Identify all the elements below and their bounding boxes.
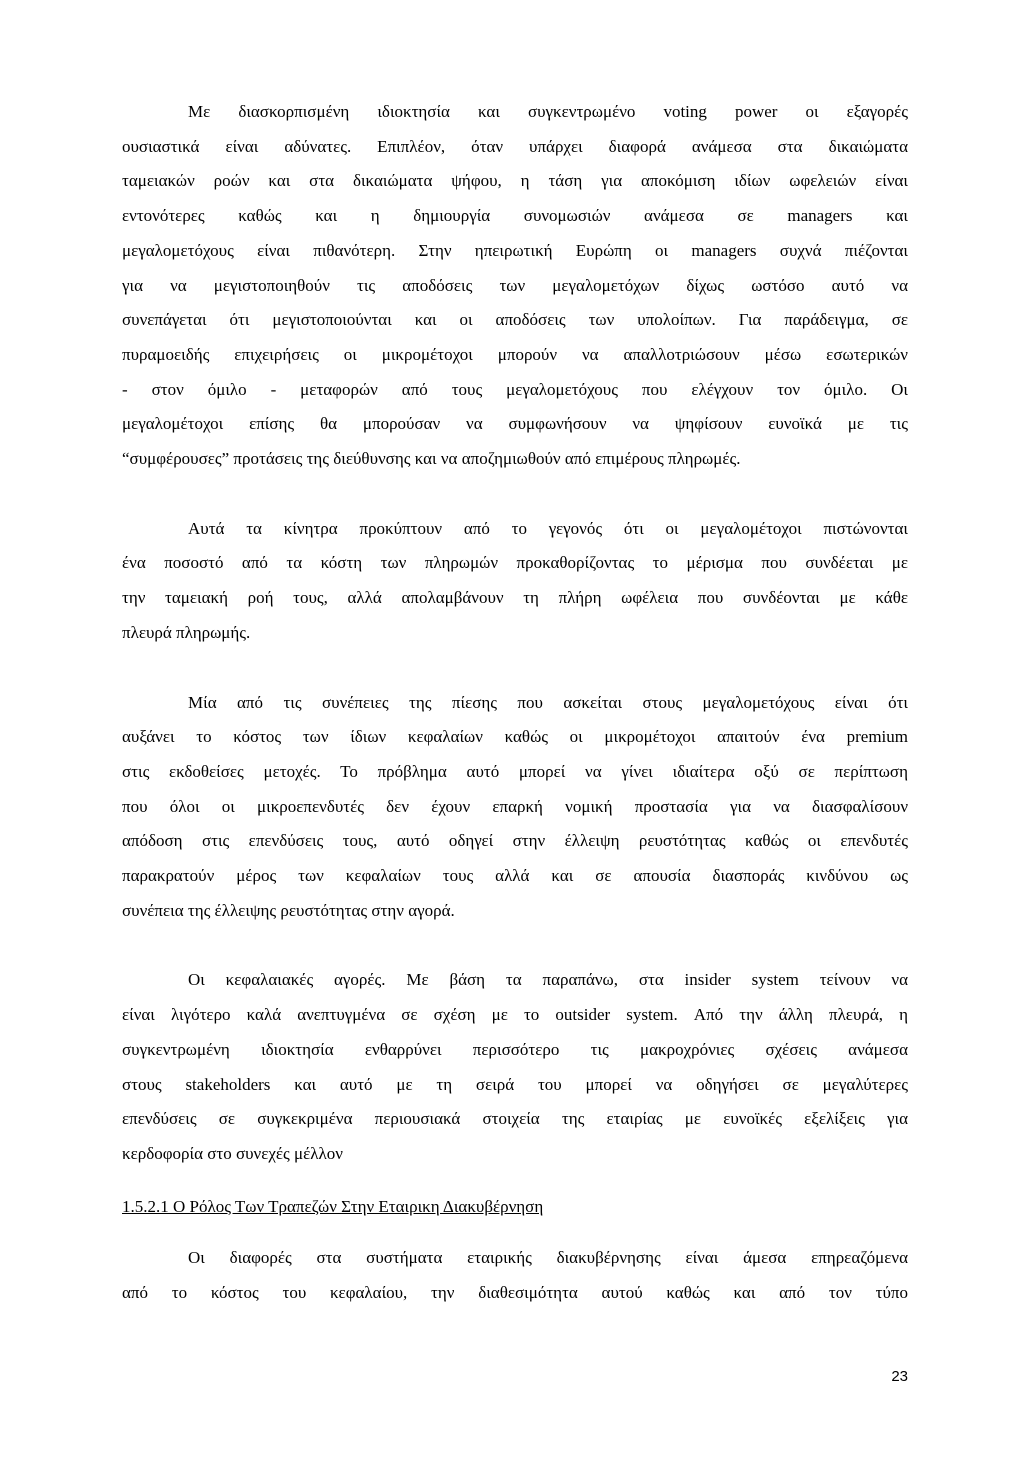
text-line: μεγαλομετόχους είναι πιθανότερη. Στην ηπειρωτική Ευρώπη οι managers συχνά πιέζονται [122,240,908,260]
text-line: Με διασκορπισμένη ιδιοκτησία και συγκεντρωμένο voting power οι εξαγορές [188,102,908,121]
text-line: Οι διαφορές στα συστήματα εταιρικής διακυβέρνησης είναι άμεσα επηρεαζόμενα [188,1248,908,1268]
text-line: κερδοφορία στο συνεχές μέλλον [122,1143,343,1163]
text-line: “συμφέρουσες” προτάσεις της διεύθυνσης και να αποζημιωθούν από επιμέρους πληρωμές. [122,449,741,469]
text-line: - στον όμιλο - μεταφορών από τους μεγαλομετόχους που ελέγχουν τον όμιλο. Οι [122,379,908,399]
text-line: στις εκδοθείσες μετοχές. Το πρόβλημα αυτό μπορεί να γίνει ιδιαίτερα οξύ σε περίπτωση [122,761,908,781]
paragraph-spacer [122,651,908,686]
text-line: πυραμοειδής επιχειρήσεις οι μικρομέτοχοι μπορούν να απαλλοτριώσουν μέσω εσωτερικών [122,344,908,364]
text-line: που όλοι οι μικροεπενδυτές δεν έχουν επαρκή νομική προστασία για να διασφαλίσουν [122,796,908,816]
paragraph-capital-markets [122,963,908,1171]
text-line: ένα ποσοστό από τα κόστη των πληρωμών προκαθορίζοντας το μέρισμα που συνδέεται με [122,553,908,573]
paragraph-ownership-voting [122,95,908,477]
text-line: είναι λιγότερο καλά ανεπτυγμένα σε σχέση με το outsider system. Από την άλλη πλευρά, η [122,1005,908,1025]
text-line: Οι κεφαλαιακές αγορές. Με βάση τα παραπάνω, στα insider system τείνουν να [188,970,908,990]
paragraph-incentives [122,512,908,651]
document-body [122,95,908,1311]
section-heading: 1.5.2.1 Ο Ρόλος Των Τραπεζών Στην Εταιρικη Διακυβέρνηση [122,1196,544,1216]
text-line: στους stakeholders και αυτό με τη σειρά του μπορεί να οδηγήσει σε μεγαλύτερες [122,1074,908,1094]
text-line: απόδοση στις επενδύσεις τους, αυτό οδηγεί στην έλλειψη ρευστότητας καθώς οι επενδυτές [122,831,908,851]
paragraph-spacer [122,477,908,512]
text-line: από το κόστος του κεφαλαίου, την διαθεσιμότητα αυτού καθώς και από τον τύπο [122,1283,908,1303]
text-line: ταμειακών ροών και στα δικαιώματα ψήφου, η τάση για αποκόμιση ιδίων ωφελειών είναι [122,171,908,191]
text-line: εντονότερες καθώς και η δημιουργία συνομωσιών ανάμεσα σε managers και [122,206,908,226]
page-number: 23 [891,1368,908,1385]
text-line: για να μεγιστοποιηθούν τις αποδόσεις των μεγαλομετόχων δίχως ωστόσο αυτό να [122,275,908,295]
heading-spacer [122,1224,908,1241]
text-line: Μία από τις συνέπειες της πίεσης που ασκείται στους μεγαλομετόχους είναι ότι [188,692,908,712]
text-line: Αυτά τα κίνητρα προκύπτουν από το γεγονός ότι οι μεγαλομέτοχοι πιστώνονται [188,518,908,538]
text-line: πλευρά πληρωμής. [122,622,251,642]
heading-spacer [122,1172,908,1190]
text-line: συγκεντρωμένη ιδιοκτησία ενθαρρύνει περισσότερο τις μακροχρόνιες σχέσεις ανάμεσα [122,1039,908,1059]
text-line: μεγαλομέτοχοι επίσης θα μπορούσαν να συμφωνήσουν να ψηφίσουν ευνοϊκά με τις [122,414,908,434]
paragraph-banks-role [122,1241,908,1310]
text-line: επενδύσεις σε συγκεκριμένα περιουσιακά στοιχεία της εταιρίας με ευνοϊκές εξελίξεις για [122,1109,908,1129]
text-line: παρακρατούν μέρος των κεφαλαίων τους αλλά και σε απουσία διασποράς κινδύνου ως [122,866,908,886]
text-line: την ταμειακή ροή τους, αλλά απολαμβάνουν τη πλήρη ωφέλεια που συνδέονται με κάθε [122,588,908,608]
text-line: συνεπάγεται ότι μεγιστοποιούνται και οι αποδόσεις των υπολοίπων. Για παράδειγμα, σε [122,310,908,330]
text-line: ουσιαστικά είναι αδύνατες. Επιπλέον, όταν υπάρχει διαφορά ανάμεσα στα δικαιώματα [122,136,908,156]
text-line: αυξάνει το κόστος των ίδιων κεφαλαίων καθώς οι μικρομέτοχοι απαιτούν ένα premium [122,727,908,747]
paragraph-spacer [122,928,908,963]
text-line: συνέπεια της έλλειψης ρευστότητας στην αγορά. [122,900,455,920]
paragraph-cost-of-equity [122,686,908,929]
